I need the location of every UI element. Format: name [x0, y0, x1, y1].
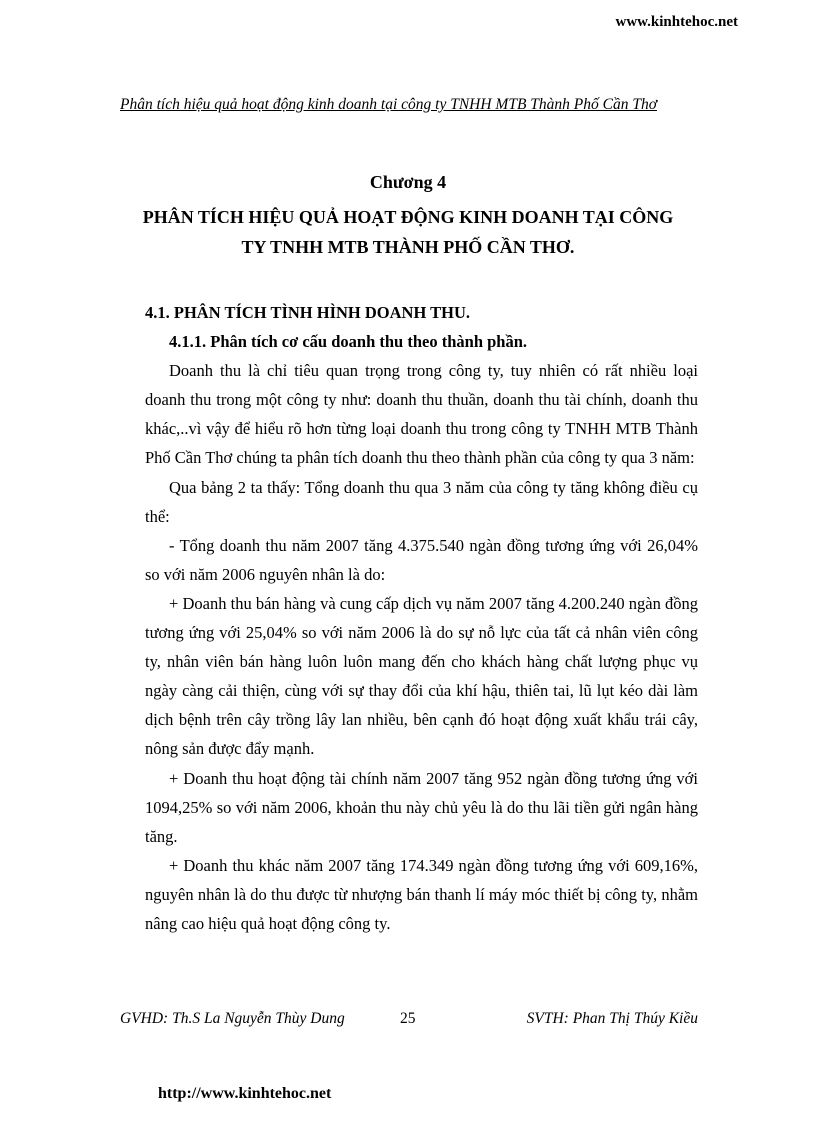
paragraph: + Doanh thu hoạt động tài chính năm 2007 tăng 952 ngàn đồng tương ứng với 1094,25% so với năm 2006, khoản thu này chủ yêu là do thu lãi tiền gửi ngân hàng tăng.	[145, 768, 698, 846]
section-heading: 4.1. PHÂN TÍCH TÌNH HÌNH DOANH THU.	[145, 303, 471, 322]
paragraph: + Doanh thu bán hàng và cung cấp dịch vụ năm 2007 tăng 4.200.240 ngàn đồng tương ứng với 25,04% so với năm 2006 là do sự nỗ lực của tất cả nhân viên công ty, nhân viên bán hàng luôn luôn mang đến cho khách hàng chất lượng phục vụ ngày càng cải thiện, cùng với sự thay đổi của khí hậu, thiên tai, lũ lụt kéo dài làm dịch bệnh trên cây trồng lây lan nhiều, bên cạnh đó hoạt động xuất khẩu trái cây, nông sản được đẩy mạnh.	[145, 593, 698, 759]
paragraph: Qua bảng 2 ta thấy: Tổng doanh thu qua 3 năm của công ty tăng không điều cụ thể:	[145, 477, 698, 526]
chapter-title	[100, 202, 716, 262]
paragraph: + Doanh thu khác năm 2007 tăng 174.349 ngàn đồng tương ứng với 609,16%, nguyên nhân là do thu được từ nhượng bán thanh lí máy móc thiết bị công ty, nhằm nâng cao hiệu quả hoạt động công ty.	[145, 855, 698, 933]
document-header-title: Phân tích hiệu quả hoạt động kinh doanh tại công ty TNHH MTB Thành Phố Cần Thơ	[120, 96, 657, 113]
page-number: 25	[400, 1010, 416, 1027]
subsection-heading: 4.1.1. Phân tích cơ cấu doanh thu theo thành phần.	[169, 332, 528, 352]
footer-student: SVTH: Phan Thị Thúy Kiều	[526, 1010, 698, 1027]
chapter-number: Chương 4	[369, 172, 447, 192]
paragraph: - Tổng doanh thu năm 2007 tăng 4.375.540 ngàn đồng tương ứng với 26,04% so với năm 2006 nguyên nhân là do:	[145, 535, 698, 584]
page-footer	[120, 1010, 698, 1032]
chapter-title-line-2: TY TNHH MTB THÀNH PHỐ CẦN THƠ.	[241, 237, 575, 257]
site-url-top: www.kinhtehoc.net	[615, 14, 738, 30]
paragraph: Doanh thu là chỉ tiêu quan trọng trong công ty, tuy nhiên có rất nhiều loại doanh thu trong một công ty như: doanh thu thuần, doanh thu tài chính, doanh thu khác,..vì vậy để hiểu rõ hơn từng loại doanh thu trong công ty TNHH MTB Thành Phố Cần Thơ chúng ta phân tích doanh thu theo thành phần của công ty qua 3 năm:	[145, 361, 698, 468]
site-url-bottom: http://www.kinhtehoc.net	[158, 1085, 332, 1102]
footer-advisor: GVHD: Th.S La Nguyễn Thùy Dung	[120, 1010, 345, 1027]
body-content	[145, 298, 698, 938]
chapter-title-line-1: PHÂN TÍCH HIỆU QUẢ HOẠT ĐỘNG KINH DOANH TẠI CÔNG	[142, 207, 674, 227]
